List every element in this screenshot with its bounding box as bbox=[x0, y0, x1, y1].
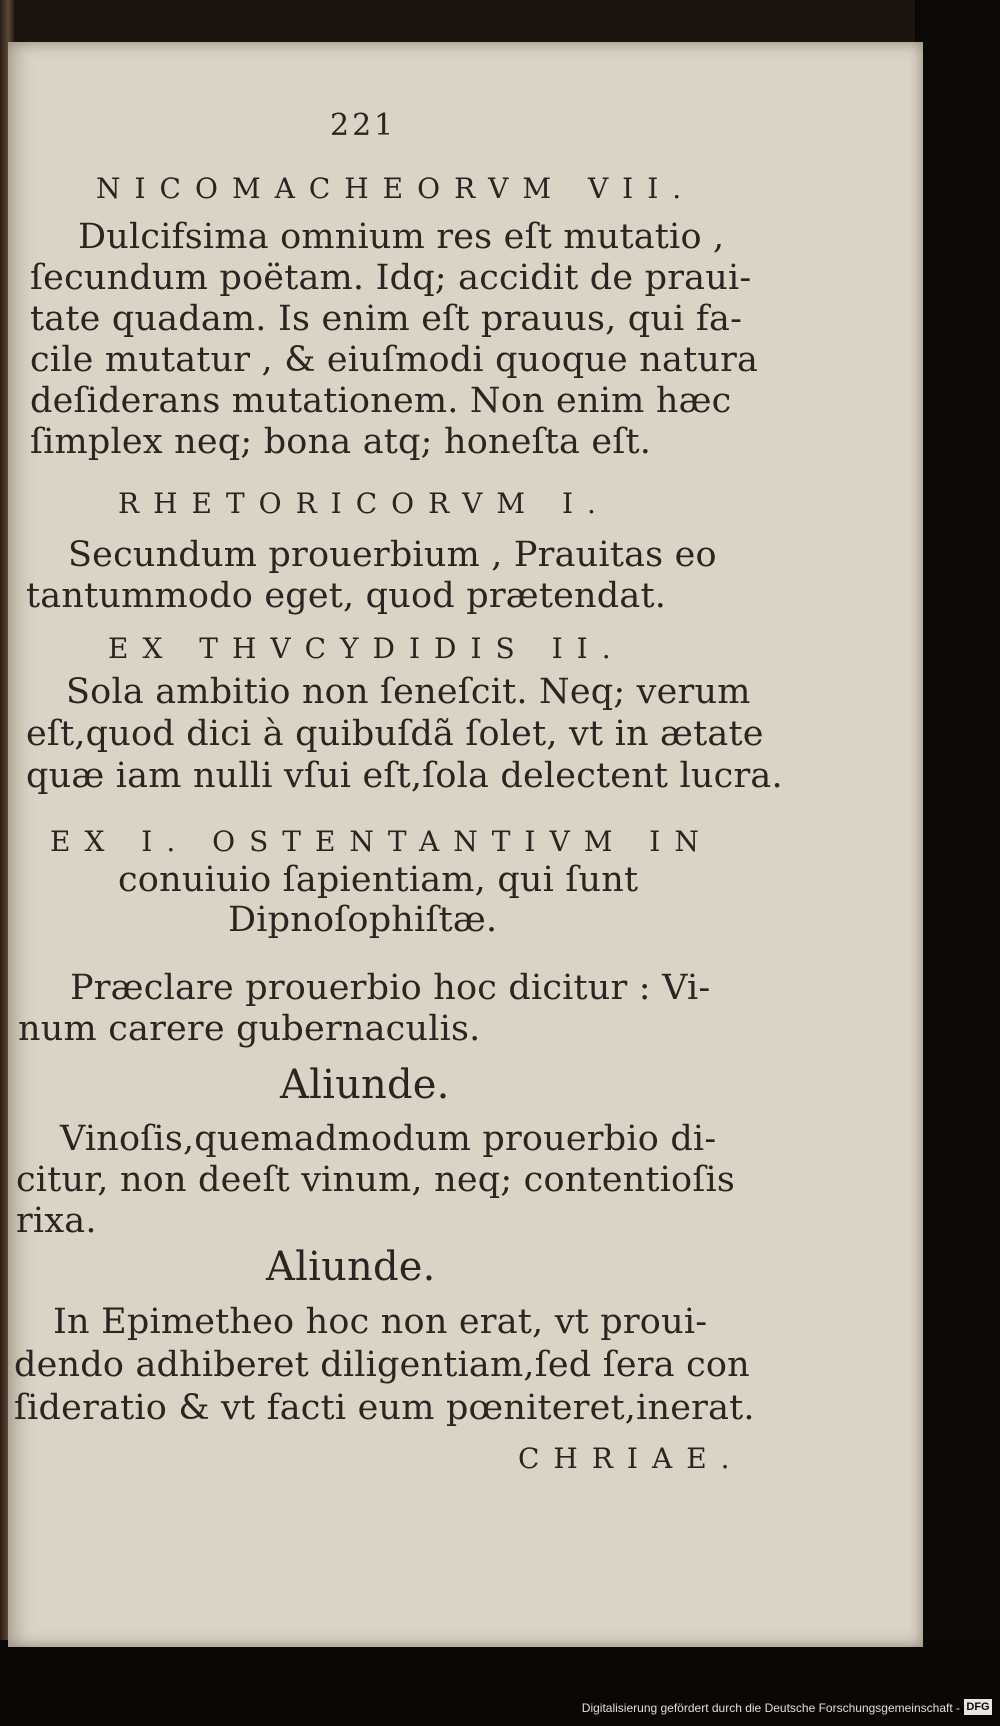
text-line: Dulcifsima omnium res eſt mutatio , bbox=[78, 217, 725, 257]
section-heading: NICOMACHEORVM VII. bbox=[96, 172, 696, 205]
text-line: Vinoſis,quemadmodum prouerbio di- bbox=[60, 1119, 717, 1159]
text-line: ſimplex neq; bona atq; honeſta eſt. bbox=[30, 422, 652, 462]
text-line: cile mutatur , & eiuſmodi quoque natura bbox=[30, 340, 759, 380]
section-heading: EX I. OSTENTANTIVM IN bbox=[50, 825, 713, 858]
text-line: Secundum prouerbium , Prauitas eo bbox=[68, 535, 717, 575]
text-line: Sola ambitio non ſeneſcit. Neq; verum bbox=[66, 672, 751, 712]
section-heading: EX THVCYDIDIS II. bbox=[108, 632, 625, 665]
section-heading-aliunde: Aliunde. bbox=[266, 1244, 436, 1290]
funding-credit: Digitalisierung gefördert durch die Deutsche Forschungsgemeinschaft - bbox=[581, 1701, 960, 1715]
text-line: num carere gubernaculis. bbox=[18, 1009, 481, 1049]
text-line: Præclare prouerbio hoc dicitur : Vi- bbox=[70, 968, 711, 1008]
text-line: In Epimetheo hoc non erat, vt proui- bbox=[53, 1302, 708, 1342]
page-number: 221 bbox=[330, 108, 397, 143]
footer-bar bbox=[0, 1693, 1000, 1726]
text-line: Dipnoſophiſtæ. bbox=[228, 900, 498, 940]
background-right bbox=[915, 0, 1000, 1726]
text-line: deſiderans mutationem. Non enim hæc bbox=[30, 381, 732, 421]
book-page bbox=[8, 42, 923, 1647]
catchword: CHRIAE. bbox=[518, 1442, 744, 1475]
text-line: quæ iam nulli vſui eſt,ſola delectent lucra. bbox=[26, 756, 783, 796]
text-line: conuiuio ſapientiam, qui ſunt bbox=[118, 860, 639, 900]
dfg-logo: DFG bbox=[964, 1699, 992, 1715]
text-line: tantummodo eget, quod prætendat. bbox=[26, 576, 667, 616]
section-heading: RHETORICORVM I. bbox=[118, 487, 610, 520]
text-line: ſideratio & vt facti eum pœniteret,inerat. bbox=[14, 1388, 755, 1428]
text-line: tate quadam. Is enim eſt prauus, qui fa- bbox=[30, 299, 743, 339]
text-line: eſt,quod dici à quibuſdã ſolet, vt in ætate bbox=[26, 714, 764, 754]
section-heading-aliunde: Aliunde. bbox=[280, 1062, 450, 1108]
text-line: citur, non deeſt vinum, neq; contentioſis bbox=[16, 1160, 736, 1200]
text-line: dendo adhiberet diligentiam,ſed ſera con bbox=[14, 1345, 750, 1385]
text-line: rixa. bbox=[16, 1201, 97, 1241]
text-line: ſecundum poëtam. Idq; accidit de praui- bbox=[30, 258, 752, 298]
